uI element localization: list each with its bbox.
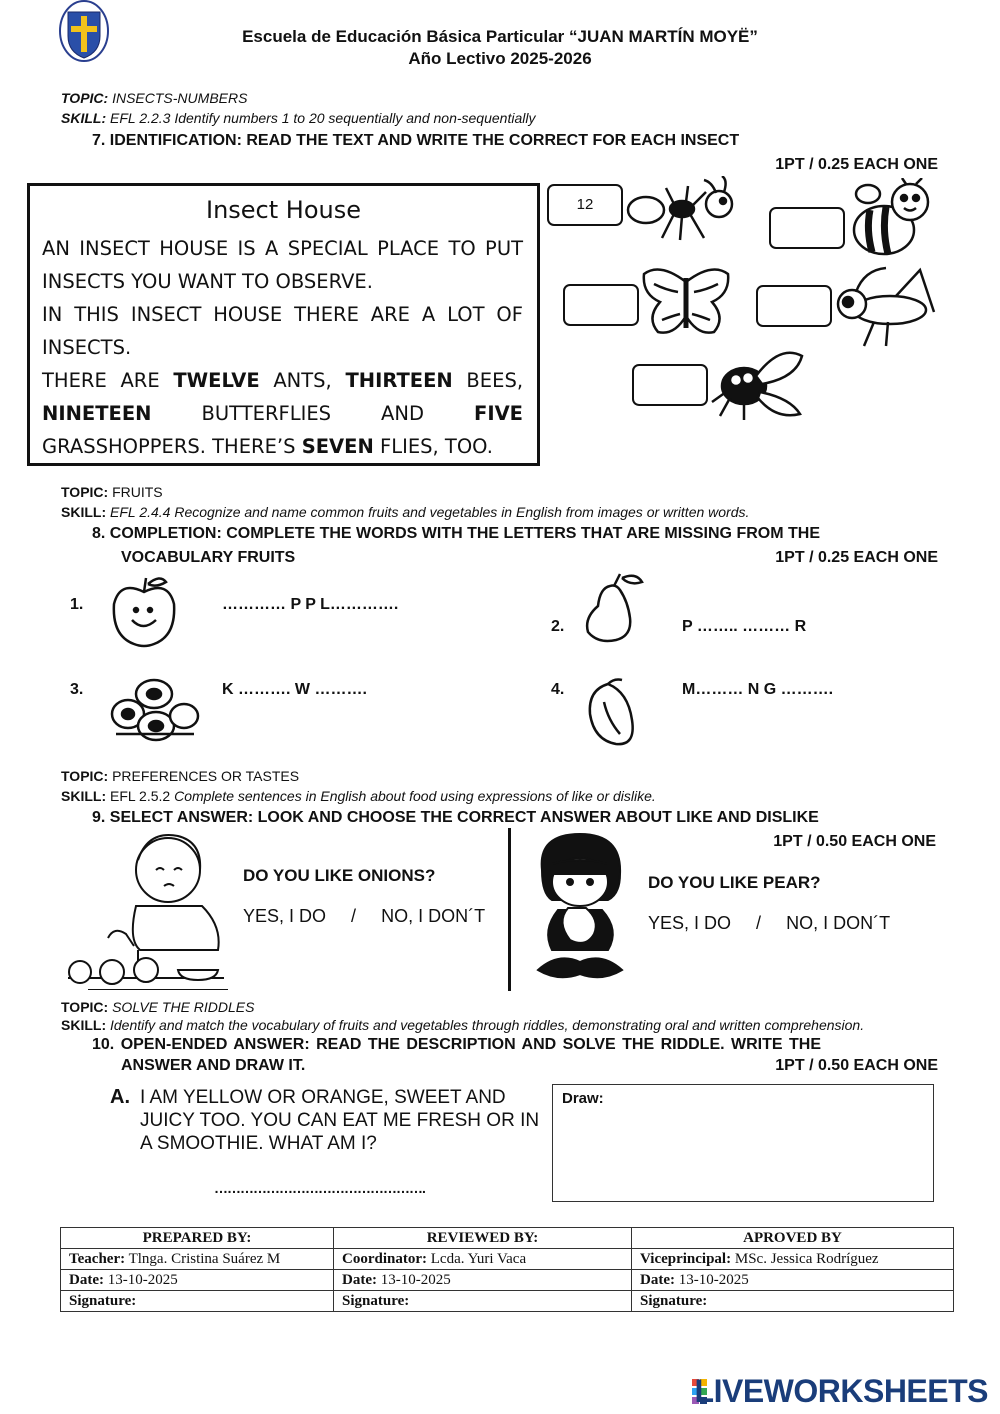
onions-no-option[interactable]: NO, I DON´T [381,906,486,926]
kiwi-icon [106,676,202,749]
riddle-answer-line[interactable]: …………………………………………. [214,1180,425,1196]
apple-icon [110,574,178,653]
question-onions: DO YOU LIKE ONIONS? [243,866,436,885]
header-prepared: PREPARED BY: [61,1228,334,1249]
fruit-word-2[interactable]: P …….. ……… R [682,618,807,635]
header-approved: APROVED BY [632,1228,954,1249]
liveworksheets-brand[interactable]: LIVEWORKSHEETS [694,1373,988,1409]
fruit-number-4: 4. [551,681,565,698]
pear-separator: / [756,913,762,933]
word-five: FIVE [474,402,523,425]
school-year: Año Lectivo 2025-2026 [408,49,592,68]
pear-options [648,913,890,934]
question-9: 9. SELECT ANSWER: LOOK AND CHOOSE THE CORRECT ANSWER ABOUT LIKE AND DISLIKE [92,809,819,826]
story-paragraph-3: THERE ARE TWELVE ANTS, THIRTEEN BEES, NINETEEN BUTTERFLIES AND FIVE GRASSHOPPERS. THERE’S SEVEN FLIES, TOO. [42,369,524,458]
grasshopper-icon [834,266,938,353]
topic-line-8: TOPIC: FRUITS [61,484,163,500]
skill-line-10: SKILL: Identify and match the vocabulary of fruits and vegetables through riddles, demonstrating oral and written comprehension. [61,1017,865,1033]
fruit-number-1: 1. [70,596,84,613]
word-seven: SEVEN [301,435,374,458]
table-row [61,1291,954,1312]
word-twelve: TWELVE [173,369,260,392]
draw-area[interactable] [552,1084,934,1202]
skill-value: EFL 2.2.3 Identify numbers 1 to 20 sequentially and non-sequentially [110,110,536,126]
skill-code: EFL 2.5.2 [110,788,171,804]
question-pear: DO YOU LIKE PEAR? [648,873,821,892]
grasshopper-answer-box[interactable] [756,285,832,327]
pear-yes-option[interactable]: YES, I DO [648,913,732,933]
question-10-line1: 10. OPEN-ENDED ANSWER: READ THE DESCRIPTION AND SOLVE THE RIDDLE. WRITE THE [92,1036,822,1053]
story-title: Insect House [205,196,361,224]
table-header-row [61,1228,954,1249]
bee-answer-box[interactable] [769,207,845,249]
ant-answer-box[interactable] [547,184,623,226]
topic-value: INSECTS-NUMBERS [112,90,248,106]
signature-table [60,1227,954,1312]
topic-label: TOPIC: [61,90,109,106]
date-cell: Date: 13-10-2025 [632,1270,954,1291]
skill-value: Identify and match the vocabulary of fruits and vegetables through riddles, demonstrating oral and written comprehension. [110,1017,865,1033]
pear-no-option[interactable]: NO, I DON´T [786,913,891,933]
butterfly-icon [640,264,732,345]
ant-icon [624,176,744,247]
topic-line-7 [61,90,247,106]
teacher-cell: Teacher: Tlnga. Cristina Suárez M [61,1249,334,1270]
riddle-text: I AM YELLOW OR ORANGE, SWEET AND JUICY TOO. YOU CAN EAT ME FRESH OR IN A SMOOTHIE. WHAT AM I? [140,1087,540,1154]
points-8: 1PT / 0.25 EACH ONE [775,549,938,566]
fruit-word-3[interactable]: K ………. W ………. [222,681,367,698]
story-paragraph-2: IN THIS INSECT HOUSE THERE ARE A LOT OF INSECTS. [42,303,523,359]
girl-dislikes-onions-illustration [68,830,233,995]
question-8-line2: VOCABULARY FRUITS [121,549,296,566]
fruit-word-1[interactable]: ………… P P L…………. [222,596,399,613]
table-row [61,1270,954,1291]
points-7: 1PT / 0.25 EACH ONE [775,156,938,173]
school-name: Escuela de Educación Básica Particular “JUAN MARTÍN MOYË” [242,27,758,46]
skill-value: Complete sentences in English about food using expressions of like or dislike. [174,788,656,804]
fly-answer-box[interactable] [632,364,708,406]
pear-icon [580,572,646,649]
word-thirteen: THIRTEEN [345,369,453,392]
topic-value: FRUITS [112,484,163,500]
date-cell: Date: 13-10-2025 [61,1270,334,1291]
skill-line-7 [61,110,535,126]
riddle-label: A. [110,1086,130,1108]
signature-cell: Signature: [334,1291,632,1312]
question-7: 7. IDENTIFICATION: READ THE TEXT AND WRITE THE CORRECT FOR EACH INSECT [92,132,740,149]
coordinator-cell: Coordinator: Lcda. Yuri Vaca [334,1249,632,1270]
draw-label: Draw: [562,1090,604,1107]
girl-eating-pear-illustration [528,830,632,987]
fly-icon [710,342,806,427]
signature-cell: Signature: [632,1291,954,1312]
topic-line-10: TOPIC: SOLVE THE RIDDLES [61,999,255,1015]
word-nineteen: NINETEEN [42,402,152,425]
bee-icon [846,178,936,265]
date-cell: Date: 13-10-2025 [334,1270,632,1291]
topic-value: SOLVE THE RIDDLES [112,999,255,1015]
fruit-number-2: 2. [551,618,565,635]
insect-house-story [27,183,540,466]
points-9: 1PT / 0.50 EACH ONE [773,833,936,850]
topic-line-9: TOPIC: PREFERENCES OR TASTES [61,768,300,784]
onions-separator: / [351,906,357,926]
question-10-line2: ANSWER AND DRAW IT. [121,1057,306,1074]
fruit-number-3: 3. [70,681,84,698]
skill-label: SKILL: [61,110,107,126]
vertical-divider [508,828,511,991]
skill-line-8: SKILL: EFL 2.4.4 Recognize and name common fruits and vegetables in English from images or written words. [61,504,750,520]
topic-value: PREFERENCES OR TASTES [112,768,300,784]
story-paragraph-1: AN INSECT HOUSE IS A SPECIAL PLACE TO PUT INSECTS YOU WANT TO OBSERVE. [42,237,523,293]
butterfly-answer-box[interactable] [563,284,639,326]
fruit-word-4[interactable]: M……… N G ………. [682,681,834,698]
mango-icon [584,676,642,753]
skill-value: EFL 2.4.4 Recognize and name common fruits and vegetables in English from images or written words. [110,504,750,520]
signature-cell: Signature: [61,1291,334,1312]
onions-options [243,906,485,927]
points-10: 1PT / 0.50 EACH ONE [775,1057,938,1074]
viceprincipal-cell: Viceprincipal: MSc. Jessica Rodríguez [632,1249,954,1270]
story-text [42,232,523,463]
skill-line-9: SKILL: EFL 2.5.2 Complete sentences in English about food using expressions of like or dislike. [61,788,656,804]
table-row [61,1249,954,1270]
ant-answer-value: 12 [576,196,594,213]
onions-yes-option[interactable]: YES, I DO [243,906,327,926]
header-reviewed: REVIEWED BY: [334,1228,632,1249]
question-8-line1: 8. COMPLETION: COMPLETE THE WORDS WITH THE LETTERS THAT ARE MISSING FROM THE [92,525,820,542]
